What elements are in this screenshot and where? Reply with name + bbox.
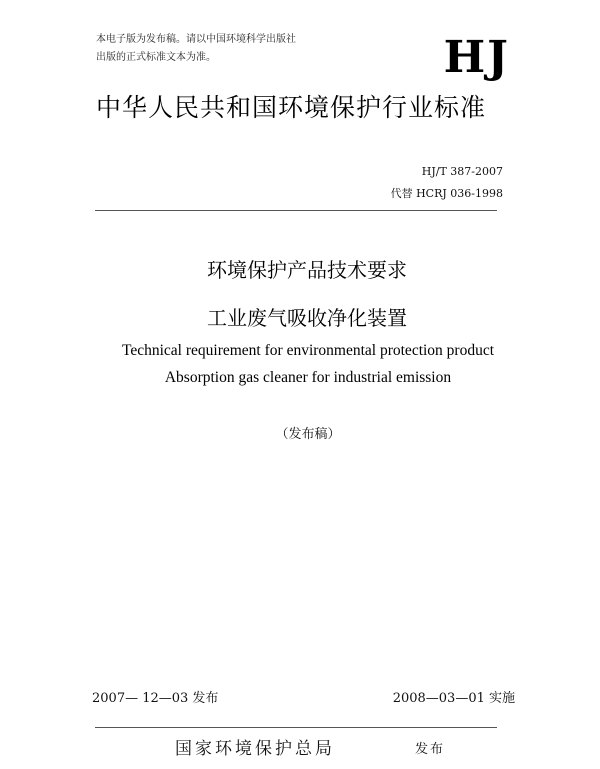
title-cn-line-1: 环境保护产品技术要求 (207, 258, 407, 282)
standard-codes (391, 161, 503, 205)
notice-line-2: 出版的正式标准文本为准。 (96, 52, 216, 63)
issuing-authority: 国家环境保护总局 (175, 739, 335, 759)
title-en-line-2: Absorption gas cleaner for industrial emission (164, 369, 452, 386)
implementation-date: 2008—03—01 实施 (392, 691, 515, 706)
document-status: （发布稿） (275, 427, 341, 442)
standard-category-title: 中华人民共和国环境保护行业标准 (96, 93, 487, 122)
title-en-line-1: Technical requirement for environmental protection product (121, 342, 495, 359)
notice-line-1: 本电子版为发布稿。请以中国环境科学出版社 (96, 34, 296, 45)
issuing-authority-suffix: 发布 (415, 742, 446, 757)
hj-logo: HJ (443, 32, 510, 83)
issue-date: 2007— 12—03 发布 (92, 691, 219, 706)
standard-number: HJ/T 387-2007 (421, 165, 503, 178)
bottom-divider (95, 727, 497, 728)
title-cn-line-2: 工业废气吸收净化装置 (207, 306, 407, 330)
publication-notice (96, 31, 356, 67)
top-divider (95, 210, 497, 211)
replaced-standard: 代替 HCRJ 036-1998 (390, 187, 503, 200)
